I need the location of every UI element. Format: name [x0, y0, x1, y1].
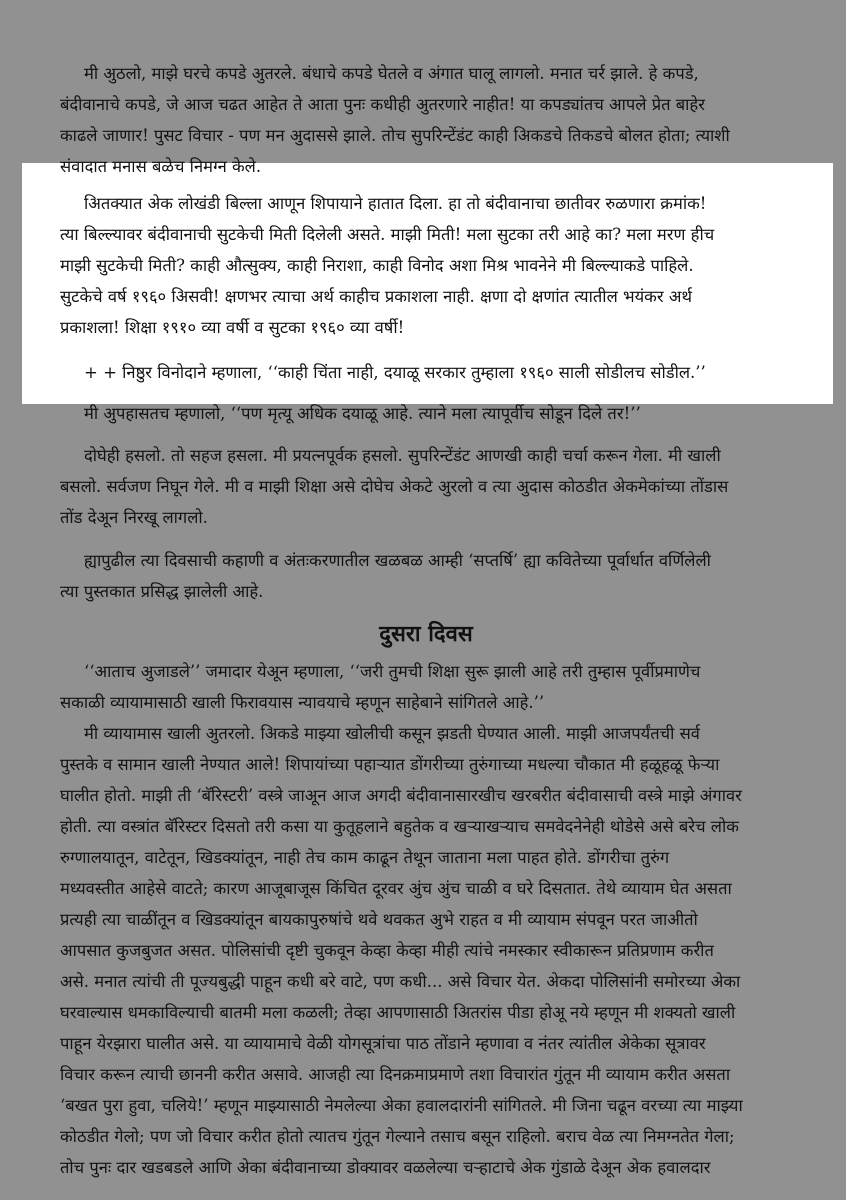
paragraph-1: [60, 58, 792, 182]
text-line: घालीत होतो. माझी ती ‘बॅरिस्टरी’ वस्त्रे जाअून आज अगदी बंदीवानासारखीच खरबरीत बंदीवासाची वस्त्रे माझे अंगावर: [60, 786, 742, 805]
text-line: त्या पुस्तकात प्रसिद्ध झालेली आहे.: [60, 582, 264, 601]
paragraph-2: [60, 188, 792, 343]
text-line: त्या बिल्ल्यावर बंदीवानाची सुटकेची मिती दिलेली असते. माझी मिती! मला सुटका तरी आहे का? मला मरण हीच: [60, 225, 715, 244]
text-line: काढले जाणार! पुसट विचार - पण मन अुदाससे झाले. तोच सुपरिन्टेंडंट काही अिकडचे तिकडचे बोलत होता; त्याशी: [60, 126, 730, 145]
text-line: ‘‘आताच अुजाडले’’ जमादार येअून म्हणाला, ‘‘जरी तुमची शिक्षा सुरू झाली आहे तरी तुम्हास पूर्वीप्रमाणेच: [84, 662, 701, 681]
text-line: तोच पुनः दार खडबडले आणि अेका बंदीवानाच्या डोक्यावर वळलेल्या चऱ्हाटाचे अेक गुंडाळे देअून अेक हवालदार: [60, 1158, 711, 1177]
text-line: सुटकेचे वर्ष १९६० अिसवी! क्षणभर त्याचा अर्थ काहीच प्रकाशला नाही. क्षणा दो क्षणांत त्यातील भयंकर अर्थ: [60, 287, 692, 306]
text-line: प्रकाशला! शिक्षा १९१० व्या वर्षी व सुटका १९६० व्या वर्षी!: [60, 318, 405, 337]
text-line: विचार करून त्याची छाननी करीत असावे. आजही त्या दिनक्रमाप्रमाणे तशा विचारांत गुंतून मी व्यायाम करीत असता: [60, 1065, 731, 1084]
text-line: आपसात कुजबुजत असत. पोलिसांची दृष्टी चुकवून केव्हा केव्हा मीही त्यांचे नमस्कार स्वीकारून प्रतिप्रणाम करीत: [60, 941, 714, 960]
text-line: तोंड देअून निरखू लागलो.: [60, 508, 208, 527]
text-line: माझी सुटकेची मिती? काही औत्सुक्य, काही निराशा, काही विनोद अशा मिश्र भावनेने मी बिल्ल्याकडे पाहिले.: [60, 256, 694, 275]
text-line: बसलो. सर्वजण निघून गेले. मी व माझी शिक्षा असे दोघेच अेकटे अुरलो व त्या अुदास कोठडीत अेकमेकांच्या तोंडास: [60, 477, 729, 496]
text-line: सकाळी व्यायामासाठी खाली फिरावयास न्यावयाचे म्हणून साहेबाने सांगितले आहे.’’: [60, 693, 545, 712]
text-line: ‘बखत पुरा हुवा, चलिये!’ म्हणून माझ्यासाठी नेमलेल्या अेका हवालदारांनी सांगितले. मी जिना चढून वरच्या त्या माझ्या: [60, 1096, 743, 1115]
paragraph-4: मी अुपहासतच म्हणालो, ‘‘पण मृत्यू अधिक दयाळू आहे. त्याने मला त्यापूर्वीच सोडून दिले तर!’’: [84, 404, 641, 423]
paragraph-7: [60, 656, 792, 718]
text-line: मी अुठलो, माझे घरचे कपडे अुतरले. बंधाचे कपडे घेतले व अंगात घालू लागलो. मनात चर्र झाले. हे कपडे,: [84, 64, 699, 83]
section-heading: दुसरा दिवस: [379, 622, 473, 647]
text-line: घरवाल्यास धमकाविल्याची बातमी मला कळली; तेव्हा आपणासाठी अितरांस पीडा होअू नये म्हणून मी शक्यतो खाली: [60, 1003, 736, 1022]
text-line: कोठडीत गेलो; पण जो विचार करीत होतो त्यातच गुंतून गेल्याने तसाच बसून राहिलो. बराच वेळ त्या निमग्नतेत गेला;: [60, 1127, 735, 1146]
text-line: संवादात मनास बळेच निमग्न केले.: [60, 157, 262, 176]
text-line: मी व्यायामास खाली अुतरलो. अिकडे माझ्या खोलीची कसून झडती घेण्यात आली. माझी आजपर्यंतची सर्व: [84, 724, 700, 743]
text-line: अितक्यात अेक लोखंडी बिल्ला आणून शिपायाने हातात दिला. हा तो बंदीवानाचा छातीवर रुळणारा क्रमांक!: [84, 194, 707, 213]
text-line: रुग्णालयातून, वाटेतून, खिडक्यांतून, नाही तेच काम काढून तेथून जाताना मला पाहत होते. डोंगरीचा तुरुंग: [60, 848, 670, 867]
text-line: होती. त्या वस्त्रांत बॅरिस्टर दिसतो तरी कसा या कुतूहलाने बहुतेक व खऱ्याखऱ्याच समवेदनेनेही थोडेसे असे बरेच लोक: [60, 817, 739, 836]
text-line: मध्यवस्तीत आहेसे वाटते; कारण आजूबाजूस किंचित दूरवर अुंच अुंच चाळी व घरे दिसतात. तेथे व्यायाम घेत असता: [60, 879, 732, 898]
text-line: दोघेही हसलो. तो सहज हसला. मी प्रयत्नपूर्वक हसलो. सुपरिन्टेंडंट आणखी काही चर्चा करून गेला. मी खाली: [84, 446, 721, 465]
paragraph-5: [60, 440, 792, 533]
text-line: प्रत्यही त्या चाळींतून व खिडक्यांतून बायकापुरुषांचे थवे थवकत अुभे राहत व मी व्यायाम संपवून परत जाअीतो: [60, 910, 698, 929]
text-line: असे. मनात त्यांची ती पूज्यबुद्धी पाहून कधी बरे वाटे, पण कधी... असे विचार येत. अेकदा पोलिसांनी समोरच्या अेका: [60, 972, 741, 991]
paragraph-3: + + निष्ठुर विनोदाने म्हणाला, ‘‘काही चिंता नाही, दयाळू सरकार तुम्हाला १९६० साली सोडीलच सोडील.’’: [84, 363, 706, 382]
text-line: पाहून येरझारा घालीत असे. या व्यायामाचे वेळी योगसूत्रांचा पाठ तोंडाने म्हणावा व नंतर त्यांतील अेकेका सूत्रावर: [60, 1034, 706, 1053]
paragraph-8: [60, 718, 792, 1183]
text-line: बंदीवानाचे कपडे, जे आज चढत आहेत ते आता पुनः कधीही अुतरणारे नाहीत! या कपड्यांतच आपले प्रेत बाहेर: [60, 95, 705, 114]
text-line: पुस्तके व सामान खाली नेण्यात आले! शिपायांच्या पहाऱ्यात डोंगरीच्या तुरुंगाच्या मधल्या चौकात मी हळूहळू फेऱ्या: [60, 755, 720, 774]
text-line: ह्यापुढील त्या दिवसाची कहाणी व अंतःकरणातील खळबळ आम्ही ‘सप्तर्षि’ ह्या कवितेच्या पूर्वार्धात वर्णिलेली: [84, 551, 711, 570]
paragraph-6: [60, 545, 792, 607]
